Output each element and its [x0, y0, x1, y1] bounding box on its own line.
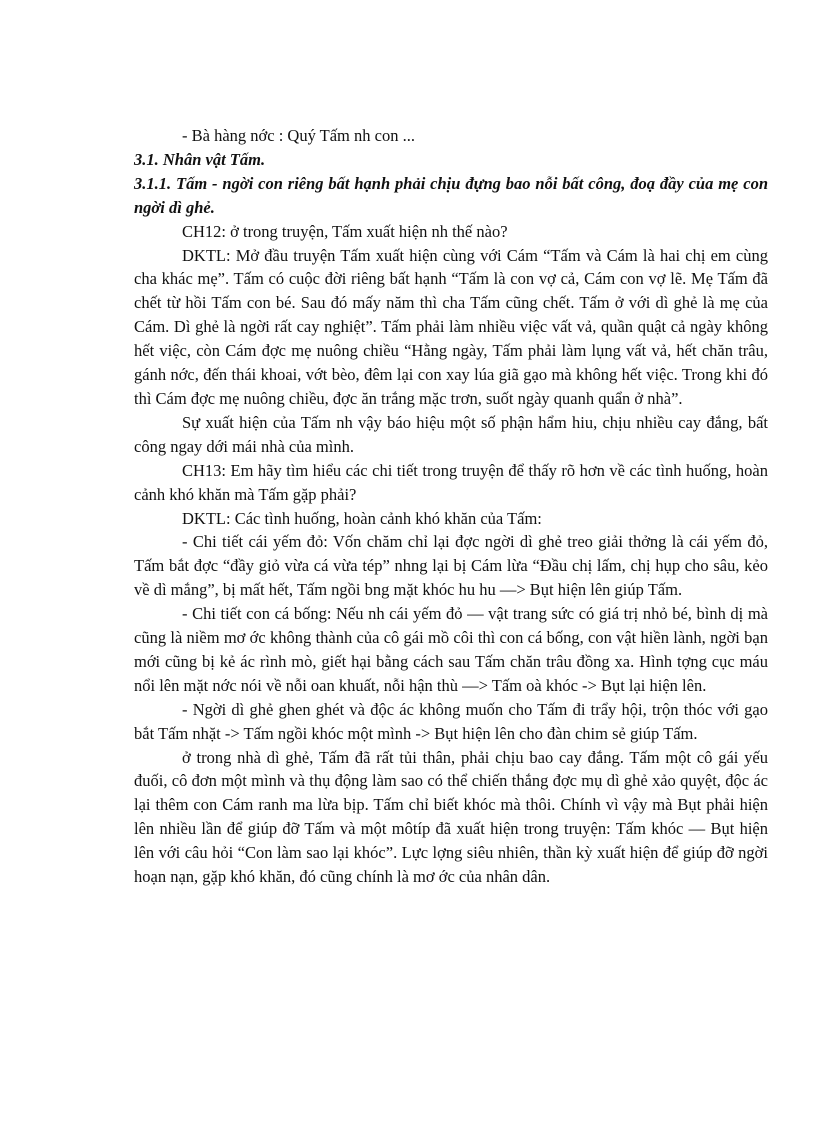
paragraph-answer-ch13: DKTL: Các tình huống, hoàn cảnh khó khăn của Tấm: [182, 508, 542, 528]
intro-line: - Bà hàng nớc : Quý Tấm nh con ... [182, 126, 415, 145]
paragraph-answer-ch12: DKTL: Mở đầu truyện Tấm xuất hiện cùng với Cám “Tấm và Cám là hai chị em cùng cha khác mẹ”. Tấm có cuộc đời riêng bất hạnh “Tấm là con vợ cả, Cám con vợ lẽ. Mẹ Tấm đã chết từ hồi Tấm con bé. Sau đó mấy năm thì cha Tấm cũng chết. Tấm ở với dì ghẻ là mẹ của Cám. Dì ghẻ là ngời rất cay nghiệt”. Tấm phải làm nhiều việc vất vả, quần quật cả ngày không hết việc, còn Cám đợc mẹ nuông chiều “Hằng ngày, Tấm phải làm lụng vất vả, hết chăn trâu, gánh nớc, đến thái khoai, vớt bèo, đêm lại con xay lúa giã gạo mà không hết việc. Trong khi đó thì Cám đợc mẹ nuông chiều, đợc ăn trắng mặc trơn, suốt ngày quanh quẩn ở nhà”. [134, 245, 768, 408]
paragraph-conclusion: ở trong nhà dì ghẻ, Tấm đã rất tủi thân, phải chịu bao cay đắng. Tấm một cô gái yếu đuối, cô đơn một mình và thụ động làm sao có thể chiến thắng đợc mụ dì ghẻ xảo quyệt, độc ác lại thêm con Cám ranh ma lừa bịp. Tấm chỉ biết khóc mà thôi. Chính vì vậy mà Bụt phải hiện lên nhiều lần để giúp đỡ Tấm và một môtíp đã xuất hiện trong truyện: Tấm khóc — Bụt hiện lên với câu hỏi “Con làm sao lại khóc”. Lực lợng siêu nhiên, thần kỳ xuất hiện để giúp đỡ ngời hoạn nạn, gặp khó khăn, đó cũng chính là mơ ớc của nhân dân. [134, 747, 768, 887]
subsection-heading: 3.1.1. Tấm - ngời con riêng bất hạnh phải chịu đựng bao nỗi bất công, đoạ đầy của mẹ con ngời dì ghẻ. [134, 173, 768, 217]
paragraph-stepmother-detail: - Ngời dì ghẻ ghen ghét và độc ác không muốn cho Tấm đi trẩy hội, trộn thóc với gạo bắt Tấm nhặt -> Tấm ngồi khóc một mình -> Bụt hiện lên cho đàn chim sẻ giúp Tấm. [134, 699, 768, 743]
document-page [134, 124, 768, 889]
paragraph-goby-fish-detail: - Chi tiết con cá bống: Nếu nh cái yếm đỏ — vật trang sức có giá trị nhỏ bé, bình dị mà cũng là niềm mơ ớc không thành của cô gái mồ côi thì con cá bống, con vật hiền lành, ngời bạn mới cũng bị kẻ ác rình mò, giết hại bằng cách sau Tấm chăn trâu đồng xa. Hình tợng cục máu nổi lên mặt nớc nói về nỗi oan khuất, nỗi hận thù —> Tấm oà khóc -> Bụt lại hiện lên. [134, 604, 768, 695]
paragraph-question-ch13: CH13: Em hãy tìm hiểu các chi tiết trong truyện để thấy rõ hơn về các tình huống, hoàn cảnh khó khăn mà Tấm gặp phải? [134, 460, 768, 504]
paragraph-red-bib-detail: - Chi tiết cái yếm đỏ: Vốn chăm chỉ lại đợc ngời dì ghẻ treo giải thởng là cái yếm đỏ, Tấm bắt đợc “đầy giỏ vừa cá vừa tép” nhng lại bị Cám lừa “Đầu chị lấm, chị hụp cho sâu, kẻo về dì mắng”, bị mất hết, Tấm ngồi bng mặt khóc hu hu —> Bụt hiện lên giúp Tấm. [134, 532, 768, 600]
paragraph-question-ch12: CH12: ở trong truyện, Tấm xuất hiện nh thế nào? [182, 221, 508, 241]
section-heading: 3.1. Nhân vật Tấm. [134, 149, 266, 169]
paragraph-fate-summary: Sự xuất hiện của Tấm nh vậy báo hiệu một số phận hẩm hiu, chịu nhiều cay đắng, bất công ngay dới mái nhà của mình. [134, 412, 768, 456]
